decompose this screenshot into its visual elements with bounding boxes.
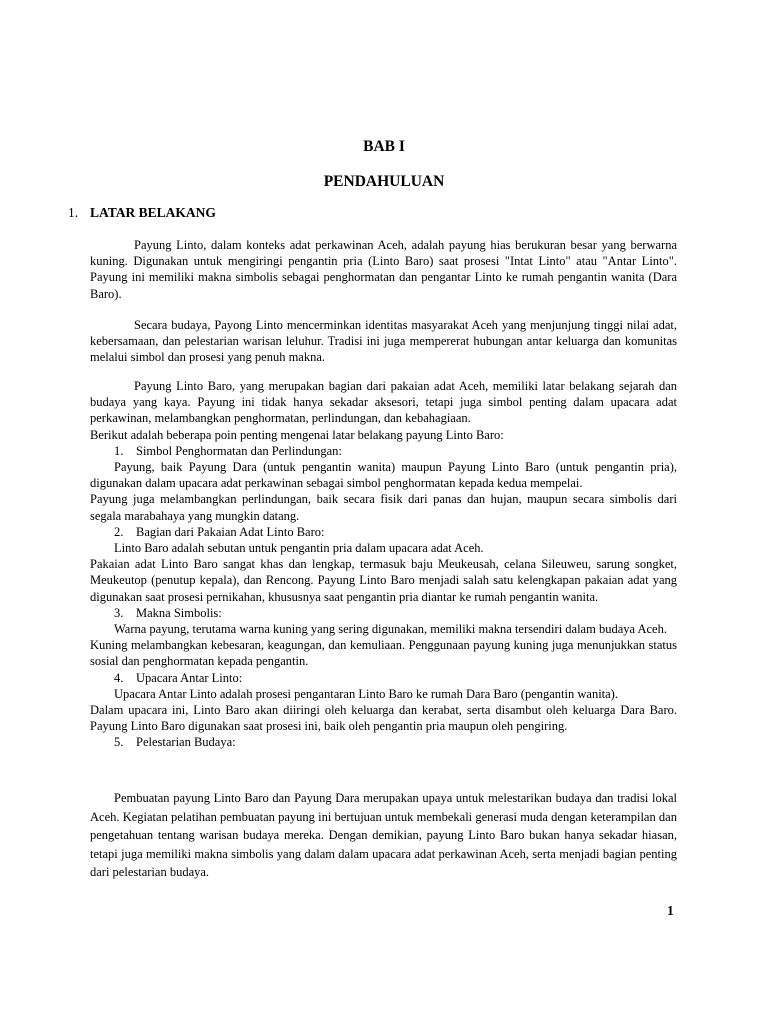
paragraph-2-block — [90, 317, 677, 366]
paragraph-1-block — [90, 237, 677, 302]
point-heading-1: 1. Simbol Penghormatan dan Perlindungan: — [114, 443, 342, 458]
section-heading — [68, 205, 216, 221]
point-heading-4: 4. Upacara Antar Linto: — [114, 670, 243, 685]
paragraph: Secara budaya, Payong Linto mencerminkan identitas masyarakat Aceh yang menjunjung tinggi nilai adat, kebersamaan, dan pelestarian warisan leluhur. Tradisi ini juga mempererat hubungan antar keluarga dan komunitas melalui simbol dan prosesi yang penuh makna. — [90, 318, 677, 365]
section-title: LATAR BELAKANG — [90, 205, 216, 220]
point-lead-2: Linto Baro adalah sebutan untuk pengantin pria dalam upacara adat Aceh. — [114, 541, 484, 556]
point-lead-1: Payung, baik Payung Dara (untuk pengantin wanita) maupun Payung Linto Baro (untuk pengantin pria), digunakan dalam upacara adat perkawinan sebagai simbol penghormatan kepada kedua mempelai. — [90, 460, 677, 491]
section-number: 1. — [68, 205, 79, 220]
point-text-3: Kuning melambangkan kebesaran, keagungan, dan kemuliaan. Penggunaan payung kuning juga menunjukkan status sosial dan penghormatan kepada pengantin. — [90, 638, 677, 669]
point-text-4: Dalam upacara ini, Linto Baro akan diiringi oleh keluarga dan kerabat, serta disambut oleh keluarga Dara Baro. Payung Linto Baro digunakan saat prosesi ini, baik oleh pengantin pria maupun oleh pengiring. — [90, 703, 677, 734]
paragraph: Payung Linto Baro, yang merupakan bagian dari pakaian adat Aceh, memiliki latar belakang sejarah dan budaya yang kaya. Payung ini tidak hanya sekadar aksesori, tetapi juga simbol penting dalam upacara adat perkawinan, melambangkan penghormatan, perlindungan, dan kebahagiaan. — [90, 379, 677, 426]
point-lead-5: Pembuatan payung Linto Baro dan Payung Dara merupakan upaya untuk melestarikan budaya dan tradisi lokal Aceh. Kegiatan pelatihan pembuatan payung ini bertujuan untuk membekali generasi muda dengan keterampilan dan pengetahuan tentang warisan budaya mereka. Dengan demikian, payung Linto Baro bukan hanya sekadar hiasan, tetapi juga memiliki makna simbolis yang dalam dalam upacara adat perkawinan Aceh, serta menjadi bagian penting dari pelestarian budaya. — [90, 791, 677, 879]
chapter-title: PENDAHULUAN — [323, 173, 445, 190]
point-heading-5: 5. Pelestarian Budaya: — [114, 735, 236, 750]
points-block — [90, 378, 677, 751]
point-lead-3: Warna payung, terutama warna kuning yang sering digunakan, memiliki makna tersendiri dalam budaya Aceh. — [114, 622, 667, 637]
point-heading-3: 3. Makna Simbolis: — [114, 605, 222, 620]
point-5-block — [90, 789, 677, 882]
point-text-1: Payung juga melambangkan perlindungan, baik secara fisik dari panas dan hujan, maupun secara simbolis dari segala marabahaya yang mungkin datang. — [90, 492, 677, 523]
page-number: 1 — [667, 903, 674, 918]
paragraph: Payung Linto, dalam konteks adat perkawinan Aceh, adalah payung hias berukuran besar yang berwarna kuning. Digunakan untuk mengiringi pengantin pria (Linto Baro) saat prosesi "Intat Linto" atau "Antar Linto". Payung ini memiliki makna simbolis sebagai penghormatan dan pengantar Linto ke rumah pengantin wanita (Dara Baro). — [90, 238, 677, 301]
point-lead-4: Upacara Antar Linto adalah prosesi pengantaran Linto Baro ke rumah Dara Baro (pengantin wanita). — [114, 686, 618, 701]
chapter-label: BAB I — [363, 138, 405, 155]
point-text-2: Pakaian adat Linto Baro sangat khas dan lengkap, termasuk baju Meukeusah, celana Sileuweu, sarung songket, Meukeutop (penutup kepala), dan Rencong. Payung Linto Baro menjadi salah satu kelengkapan pakaian adat yang digunakan saat prosesi pernikahan, khususnya saat pengantin pria diantar ke rumah pengantin wanita. — [90, 557, 677, 604]
points-intro: Berikut adalah beberapa poin penting mengenai latar belakang payung Linto Baro: — [90, 427, 504, 442]
point-heading-2: 2. Bagian dari Pakaian Adat Linto Baro: — [114, 524, 325, 539]
